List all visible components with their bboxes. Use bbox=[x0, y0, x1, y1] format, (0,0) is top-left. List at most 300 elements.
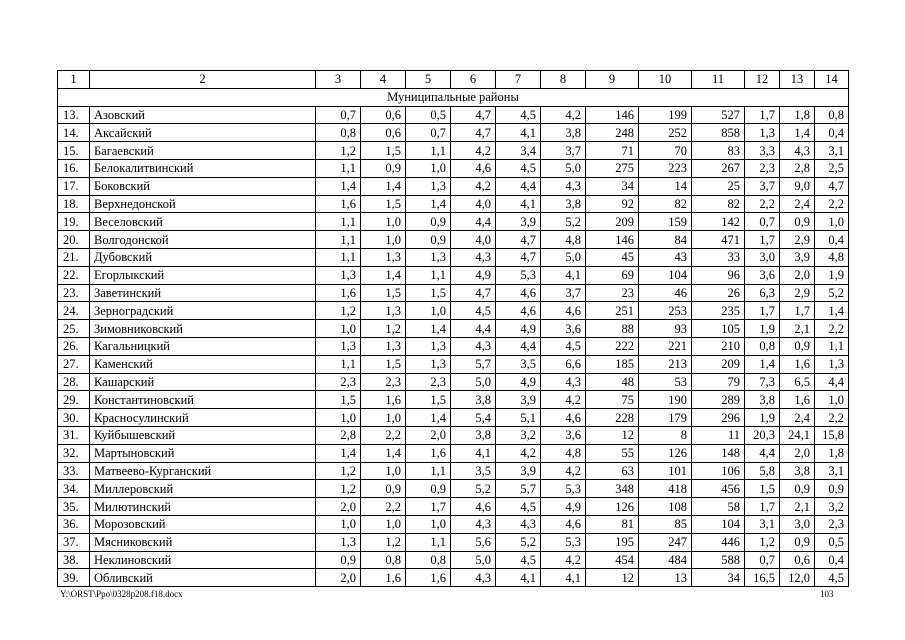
value-cell: 4,0 bbox=[451, 195, 496, 213]
value-cell: 3,8 bbox=[541, 195, 586, 213]
column-header: 3 bbox=[316, 71, 361, 89]
value-cell: 1,4 bbox=[406, 195, 451, 213]
value-cell: 484 bbox=[639, 551, 692, 569]
value-cell: 85 bbox=[639, 515, 692, 533]
value-cell: 4,9 bbox=[541, 498, 586, 516]
value-cell: 858 bbox=[692, 124, 745, 142]
value-cell: 1,3 bbox=[316, 266, 361, 284]
value-cell: 4,0 bbox=[451, 231, 496, 249]
value-cell: 1,0 bbox=[361, 462, 406, 480]
value-cell: 2,8 bbox=[316, 426, 361, 444]
value-cell: 4,7 bbox=[815, 177, 849, 195]
value-cell: 5,3 bbox=[496, 266, 541, 284]
district-name: Зимовниковский bbox=[90, 320, 316, 338]
value-cell: 0,9 bbox=[316, 551, 361, 569]
value-cell: 4,1 bbox=[496, 195, 541, 213]
value-cell: 33 bbox=[692, 248, 745, 266]
value-cell: 4,5 bbox=[541, 337, 586, 355]
table-row bbox=[58, 551, 849, 569]
value-cell: 1,6 bbox=[780, 355, 815, 373]
table-row bbox=[58, 373, 849, 391]
value-cell: 1,9 bbox=[745, 409, 780, 427]
value-cell: 3,4 bbox=[496, 142, 541, 160]
row-number: 30. bbox=[58, 409, 90, 427]
value-cell: 14 bbox=[639, 177, 692, 195]
table-row bbox=[58, 231, 849, 249]
value-cell: 12,0 bbox=[780, 569, 815, 587]
value-cell: 4,9 bbox=[496, 320, 541, 338]
value-cell: 4,9 bbox=[451, 266, 496, 284]
value-cell: 4,1 bbox=[451, 444, 496, 462]
value-cell: 1,0 bbox=[815, 213, 849, 231]
district-name: Волгодонской bbox=[90, 231, 316, 249]
value-cell: 96 bbox=[692, 266, 745, 284]
row-number: 24. bbox=[58, 302, 90, 320]
value-cell: 1,5 bbox=[361, 195, 406, 213]
value-cell: 1,7 bbox=[780, 302, 815, 320]
value-cell: 16,5 bbox=[745, 569, 780, 587]
value-cell: 4,6 bbox=[541, 409, 586, 427]
table-row bbox=[58, 248, 849, 266]
value-cell: 26 bbox=[692, 284, 745, 302]
value-cell: 9,0 bbox=[780, 177, 815, 195]
table-row bbox=[58, 124, 849, 142]
table-row bbox=[58, 106, 849, 124]
value-cell: 24,1 bbox=[780, 426, 815, 444]
value-cell: 0,8 bbox=[815, 106, 849, 124]
value-cell: 1,3 bbox=[406, 337, 451, 355]
value-cell: 456 bbox=[692, 480, 745, 498]
value-cell: 12 bbox=[586, 569, 639, 587]
value-cell: 34 bbox=[586, 177, 639, 195]
value-cell: 1,1 bbox=[406, 266, 451, 284]
row-number: 20. bbox=[58, 231, 90, 249]
district-name: Матвеево-Курганский bbox=[90, 462, 316, 480]
value-cell: 2,9 bbox=[780, 231, 815, 249]
value-cell: 3,1 bbox=[745, 515, 780, 533]
value-cell: 45 bbox=[586, 248, 639, 266]
value-cell: 1,4 bbox=[361, 444, 406, 462]
value-cell: 11 bbox=[692, 426, 745, 444]
table-row bbox=[58, 409, 849, 427]
value-cell: 3,3 bbox=[745, 142, 780, 160]
value-cell: 195 bbox=[586, 533, 639, 551]
value-cell: 82 bbox=[692, 195, 745, 213]
section-title: Муниципальные районы bbox=[58, 88, 849, 106]
value-cell: 527 bbox=[692, 106, 745, 124]
district-name: Каменский bbox=[90, 355, 316, 373]
value-cell: 2,3 bbox=[316, 373, 361, 391]
value-cell: 3,8 bbox=[745, 391, 780, 409]
row-number: 13. bbox=[58, 106, 90, 124]
value-cell: 3,9 bbox=[496, 391, 541, 409]
value-cell: 223 bbox=[639, 159, 692, 177]
value-cell: 1,6 bbox=[361, 569, 406, 587]
value-cell: 3,8 bbox=[780, 462, 815, 480]
table-row bbox=[58, 284, 849, 302]
value-cell: 3,5 bbox=[451, 462, 496, 480]
district-name: Дубовский bbox=[90, 248, 316, 266]
district-name: Боковский bbox=[90, 177, 316, 195]
value-cell: 5,0 bbox=[541, 159, 586, 177]
value-cell: 4,3 bbox=[541, 177, 586, 195]
value-cell: 1,1 bbox=[316, 248, 361, 266]
value-cell: 4,6 bbox=[541, 515, 586, 533]
value-cell: 4,4 bbox=[451, 320, 496, 338]
value-cell: 71 bbox=[586, 142, 639, 160]
value-cell: 53 bbox=[639, 373, 692, 391]
value-cell: 2,2 bbox=[815, 195, 849, 213]
value-cell: 106 bbox=[692, 462, 745, 480]
row-number: 19. bbox=[58, 213, 90, 231]
value-cell: 213 bbox=[639, 355, 692, 373]
value-cell: 4,2 bbox=[451, 177, 496, 195]
column-header: 13 bbox=[780, 71, 815, 89]
row-number: 28. bbox=[58, 373, 90, 391]
value-cell: 63 bbox=[586, 462, 639, 480]
value-cell: 20,3 bbox=[745, 426, 780, 444]
value-cell: 75 bbox=[586, 391, 639, 409]
value-cell: 210 bbox=[692, 337, 745, 355]
value-cell: 1,7 bbox=[745, 106, 780, 124]
row-number: 35. bbox=[58, 498, 90, 516]
value-cell: 1,9 bbox=[745, 320, 780, 338]
value-cell: 6,3 bbox=[745, 284, 780, 302]
value-cell: 1,1 bbox=[406, 533, 451, 551]
value-cell: 1,5 bbox=[361, 355, 406, 373]
value-cell: 4,1 bbox=[541, 569, 586, 587]
value-cell: 13 bbox=[639, 569, 692, 587]
value-cell: 1,7 bbox=[745, 498, 780, 516]
value-cell: 418 bbox=[639, 480, 692, 498]
value-cell: 1,8 bbox=[815, 444, 849, 462]
value-cell: 0,9 bbox=[780, 480, 815, 498]
district-name: Кашарский bbox=[90, 373, 316, 391]
value-cell: 1,6 bbox=[780, 391, 815, 409]
value-cell: 0,9 bbox=[406, 231, 451, 249]
value-cell: 4,5 bbox=[496, 551, 541, 569]
row-number: 15. bbox=[58, 142, 90, 160]
value-cell: 5,8 bbox=[745, 462, 780, 480]
table-row bbox=[58, 355, 849, 373]
value-cell: 104 bbox=[692, 515, 745, 533]
value-cell: 146 bbox=[586, 106, 639, 124]
column-header: 10 bbox=[639, 71, 692, 89]
value-cell: 2,0 bbox=[316, 498, 361, 516]
value-cell: 588 bbox=[692, 551, 745, 569]
value-cell: 2,0 bbox=[406, 426, 451, 444]
value-cell: 3,6 bbox=[541, 320, 586, 338]
value-cell: 3,9 bbox=[780, 248, 815, 266]
value-cell: 146 bbox=[586, 231, 639, 249]
value-cell: 221 bbox=[639, 337, 692, 355]
value-cell: 1,0 bbox=[406, 515, 451, 533]
value-cell: 4,3 bbox=[451, 248, 496, 266]
value-cell: 1,0 bbox=[406, 302, 451, 320]
row-number: 25. bbox=[58, 320, 90, 338]
column-header: 9 bbox=[586, 71, 639, 89]
value-cell: 2,3 bbox=[745, 159, 780, 177]
value-cell: 2,2 bbox=[815, 320, 849, 338]
row-number: 29. bbox=[58, 391, 90, 409]
value-cell: 0,4 bbox=[815, 124, 849, 142]
value-cell: 4,6 bbox=[451, 498, 496, 516]
value-cell: 3,1 bbox=[815, 142, 849, 160]
value-cell: 3,1 bbox=[815, 462, 849, 480]
table-row bbox=[58, 462, 849, 480]
value-cell: 105 bbox=[692, 320, 745, 338]
row-number: 38. bbox=[58, 551, 90, 569]
row-number: 22. bbox=[58, 266, 90, 284]
value-cell: 46 bbox=[639, 284, 692, 302]
district-name: Азовский bbox=[90, 106, 316, 124]
value-cell: 2,2 bbox=[361, 426, 406, 444]
value-cell: 1,5 bbox=[406, 284, 451, 302]
value-cell: 1,3 bbox=[361, 337, 406, 355]
value-cell: 3,8 bbox=[451, 426, 496, 444]
page-number: 103 bbox=[820, 589, 834, 599]
value-cell: 0,9 bbox=[780, 337, 815, 355]
value-cell: 4,2 bbox=[451, 142, 496, 160]
value-cell: 0,7 bbox=[745, 213, 780, 231]
value-cell: 1,3 bbox=[361, 302, 406, 320]
value-cell: 0,7 bbox=[316, 106, 361, 124]
value-cell: 5,0 bbox=[451, 373, 496, 391]
value-cell: 4,1 bbox=[541, 266, 586, 284]
value-cell: 1,2 bbox=[745, 533, 780, 551]
row-number: 37. bbox=[58, 533, 90, 551]
value-cell: 199 bbox=[639, 106, 692, 124]
value-cell: 0,9 bbox=[780, 213, 815, 231]
value-cell: 2,9 bbox=[780, 284, 815, 302]
value-cell: 348 bbox=[586, 480, 639, 498]
table-row bbox=[58, 266, 849, 284]
table-row bbox=[58, 498, 849, 516]
value-cell: 1,1 bbox=[316, 159, 361, 177]
value-cell: 1,4 bbox=[361, 266, 406, 284]
value-cell: 1,7 bbox=[745, 302, 780, 320]
value-cell: 1,0 bbox=[361, 515, 406, 533]
value-cell: 253 bbox=[639, 302, 692, 320]
column-header: 11 bbox=[692, 71, 745, 89]
value-cell: 3,5 bbox=[496, 355, 541, 373]
district-name: Верхнедонской bbox=[90, 195, 316, 213]
value-cell: 4,7 bbox=[496, 231, 541, 249]
value-cell: 5,2 bbox=[496, 533, 541, 551]
value-cell: 81 bbox=[586, 515, 639, 533]
value-cell: 3,6 bbox=[745, 266, 780, 284]
value-cell: 1,9 bbox=[815, 266, 849, 284]
value-cell: 2,3 bbox=[361, 373, 406, 391]
table-row bbox=[58, 320, 849, 338]
value-cell: 3,7 bbox=[541, 284, 586, 302]
value-cell: 159 bbox=[639, 213, 692, 231]
value-cell: 4,1 bbox=[496, 124, 541, 142]
value-cell: 4,4 bbox=[815, 373, 849, 391]
row-number: 39. bbox=[58, 569, 90, 587]
value-cell: 4,2 bbox=[496, 444, 541, 462]
value-cell: 69 bbox=[586, 266, 639, 284]
district-name: Кагальницкий bbox=[90, 337, 316, 355]
district-name: Миллеровский bbox=[90, 480, 316, 498]
value-cell: 3,2 bbox=[496, 426, 541, 444]
value-cell: 1,2 bbox=[316, 462, 361, 480]
value-cell: 58 bbox=[692, 498, 745, 516]
value-cell: 2,3 bbox=[815, 515, 849, 533]
district-name: Куйбышевский bbox=[90, 426, 316, 444]
district-name: Красносулинский bbox=[90, 409, 316, 427]
value-cell: 1,3 bbox=[316, 533, 361, 551]
value-cell: 148 bbox=[692, 444, 745, 462]
value-cell: 7,3 bbox=[745, 373, 780, 391]
table-row bbox=[58, 444, 849, 462]
value-cell: 1,7 bbox=[745, 231, 780, 249]
column-header: 4 bbox=[361, 71, 406, 89]
value-cell: 0,4 bbox=[815, 231, 849, 249]
value-cell: 4,8 bbox=[815, 248, 849, 266]
row-number: 26. bbox=[58, 337, 90, 355]
value-cell: 1,0 bbox=[316, 515, 361, 533]
row-number: 21. bbox=[58, 248, 90, 266]
value-cell: 3,8 bbox=[541, 124, 586, 142]
value-cell: 4,6 bbox=[541, 302, 586, 320]
district-name: Белокалитвинский bbox=[90, 159, 316, 177]
table-row bbox=[58, 533, 849, 551]
value-cell: 0,9 bbox=[361, 480, 406, 498]
value-cell: 4,5 bbox=[496, 106, 541, 124]
value-cell: 4,5 bbox=[496, 159, 541, 177]
row-number: 34. bbox=[58, 480, 90, 498]
row-number: 33. bbox=[58, 462, 90, 480]
row-number: 23. bbox=[58, 284, 90, 302]
value-cell: 2,0 bbox=[316, 569, 361, 587]
table-row bbox=[58, 426, 849, 444]
value-cell: 4,4 bbox=[451, 213, 496, 231]
value-cell: 1,6 bbox=[406, 569, 451, 587]
value-cell: 0,7 bbox=[406, 124, 451, 142]
row-number: 31. bbox=[58, 426, 90, 444]
value-cell: 4,5 bbox=[815, 569, 849, 587]
value-cell: 126 bbox=[586, 498, 639, 516]
value-cell: 1,0 bbox=[361, 213, 406, 231]
table-row bbox=[58, 337, 849, 355]
value-cell: 4,4 bbox=[745, 444, 780, 462]
value-cell: 83 bbox=[692, 142, 745, 160]
value-cell: 3,7 bbox=[541, 142, 586, 160]
value-cell: 0,7 bbox=[745, 551, 780, 569]
value-cell: 70 bbox=[639, 142, 692, 160]
value-cell: 23 bbox=[586, 284, 639, 302]
district-name: Морозовский bbox=[90, 515, 316, 533]
value-cell: 2,3 bbox=[406, 373, 451, 391]
value-cell: 92 bbox=[586, 195, 639, 213]
value-cell: 142 bbox=[692, 213, 745, 231]
value-cell: 2,4 bbox=[780, 409, 815, 427]
value-cell: 5,6 bbox=[451, 533, 496, 551]
value-cell: 1,2 bbox=[361, 533, 406, 551]
district-name: Константиновский bbox=[90, 391, 316, 409]
value-cell: 2,1 bbox=[780, 320, 815, 338]
value-cell: 3,0 bbox=[780, 515, 815, 533]
table-row bbox=[58, 391, 849, 409]
value-cell: 247 bbox=[639, 533, 692, 551]
value-cell: 1,5 bbox=[361, 142, 406, 160]
value-cell: 0,8 bbox=[316, 124, 361, 142]
value-cell: 1,0 bbox=[815, 391, 849, 409]
value-cell: 2,8 bbox=[780, 159, 815, 177]
value-cell: 296 bbox=[692, 409, 745, 427]
value-cell: 179 bbox=[639, 409, 692, 427]
value-cell: 2,0 bbox=[780, 266, 815, 284]
value-cell: 1,6 bbox=[316, 195, 361, 213]
value-cell: 4,3 bbox=[780, 142, 815, 160]
value-cell: 1,0 bbox=[316, 409, 361, 427]
value-cell: 0,9 bbox=[406, 213, 451, 231]
column-header: 1 bbox=[58, 71, 90, 89]
value-cell: 4,2 bbox=[541, 462, 586, 480]
value-cell: 15,8 bbox=[815, 426, 849, 444]
value-cell: 0,5 bbox=[406, 106, 451, 124]
value-cell: 1,4 bbox=[361, 177, 406, 195]
value-cell: 3,6 bbox=[541, 426, 586, 444]
value-cell: 2,2 bbox=[815, 409, 849, 427]
value-cell: 4,7 bbox=[451, 124, 496, 142]
value-cell: 0,9 bbox=[406, 480, 451, 498]
value-cell: 104 bbox=[639, 266, 692, 284]
value-cell: 1,5 bbox=[361, 284, 406, 302]
value-cell: 209 bbox=[692, 355, 745, 373]
value-cell: 1,1 bbox=[316, 213, 361, 231]
value-cell: 1,3 bbox=[406, 355, 451, 373]
value-cell: 2,0 bbox=[780, 444, 815, 462]
value-cell: 0,9 bbox=[815, 480, 849, 498]
value-cell: 2,2 bbox=[361, 498, 406, 516]
value-cell: 209 bbox=[586, 213, 639, 231]
value-cell: 0,6 bbox=[361, 106, 406, 124]
value-cell: 2,5 bbox=[815, 159, 849, 177]
value-cell: 0,8 bbox=[406, 551, 451, 569]
value-cell: 0,6 bbox=[780, 551, 815, 569]
value-cell: 1,6 bbox=[361, 391, 406, 409]
table-row bbox=[58, 569, 849, 587]
value-cell: 0,8 bbox=[361, 551, 406, 569]
value-cell: 275 bbox=[586, 159, 639, 177]
district-name: Веселовский bbox=[90, 213, 316, 231]
value-cell: 2,4 bbox=[780, 195, 815, 213]
header-row bbox=[58, 71, 849, 89]
value-cell: 0,9 bbox=[780, 533, 815, 551]
value-cell: 1,4 bbox=[745, 355, 780, 373]
row-number: 36. bbox=[58, 515, 90, 533]
value-cell: 4,8 bbox=[541, 231, 586, 249]
column-header: 2 bbox=[90, 71, 316, 89]
value-cell: 8 bbox=[639, 426, 692, 444]
district-name: Неклиновский bbox=[90, 551, 316, 569]
value-cell: 1,2 bbox=[316, 142, 361, 160]
value-cell: 5,7 bbox=[451, 355, 496, 373]
value-cell: 3,9 bbox=[496, 462, 541, 480]
value-cell: 1,5 bbox=[316, 391, 361, 409]
value-cell: 34 bbox=[692, 569, 745, 587]
value-cell: 1,3 bbox=[361, 248, 406, 266]
value-cell: 4,3 bbox=[451, 515, 496, 533]
value-cell: 101 bbox=[639, 462, 692, 480]
value-cell: 1,6 bbox=[406, 444, 451, 462]
value-cell: 4,1 bbox=[496, 569, 541, 587]
district-name: Милютинский bbox=[90, 498, 316, 516]
value-cell: 4,5 bbox=[451, 302, 496, 320]
value-cell: 5,1 bbox=[496, 409, 541, 427]
